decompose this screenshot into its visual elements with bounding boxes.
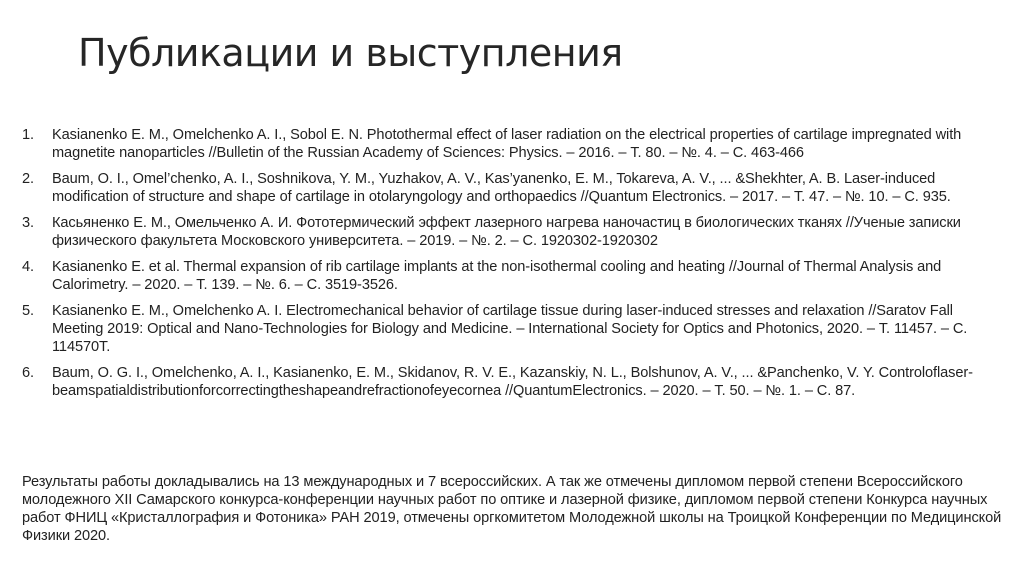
summary-paragraph: Результаты работы докладывались на 13 международных и 7 всероссийских. А так же отмечены дипломом первой степени Всероссийского молодежного XII Самарского конкурса-конференции научных работ по оптике и лазерной физике, дипломом первой степени Конкурса научных работ ФНИЦ «Кристаллография и Фотоника» РАН 2019, отмечены оргкомитетом Молодежной школы на Троицкой Конференции по Медицинской Физики 2020. <box>22 474 1002 544</box>
publication-number: 1. <box>22 127 34 143</box>
publication-number: 2. <box>22 171 34 187</box>
publication-number: 5. <box>22 303 34 319</box>
publication-item <box>22 258 1002 294</box>
publication-item <box>22 126 1002 162</box>
publication-item <box>22 170 1002 206</box>
publication-text: Baum, O. I., Omel’chenko, A. I., Soshnikova, Y. M., Yuzhakov, A. V., Kas’yanenko, E. M., Tokareva, A. V., ... &Shekhter, A. B. Laser-induced modification of structure and shape of cartilage in otolaryngology and orthopaedics //Quantum Electronics. – 2017. – Т. 47. – №. 10. – С. 935. <box>52 171 951 205</box>
publication-number: 6. <box>22 365 34 381</box>
publication-number: 4. <box>22 259 34 275</box>
slide-title: Публикации и выступления <box>78 31 623 75</box>
publication-text: Kasianenko E. M., Omelchenko A. I. Electromechanical behavior of cartilage tissue during laser-induced stresses and relaxation //Saratov Fall Meeting 2019: Optical and Nano-Technologies for Biology and Medicine. – International Society for Optics and Photonics, 2020. – Т. 11457. – С. 114570Т. <box>52 303 968 355</box>
publication-item <box>22 214 1002 250</box>
publication-text: Касьяненко Е. М., Омельченко А. И. Фототермический эффект лазерного нагрева наночастиц в биологических тканях //Ученые записки физического факультета Московского университета. – 2019. – №. 2. – С. 1920302-1920302 <box>52 215 961 249</box>
publication-item <box>22 302 1002 356</box>
publication-text: Baum, O. G. I., Omelchenko, A. I., Kasianenko, E. M., Skidanov, R. V. E., Kazanskiy, N. L., Bolshunov, A. V., ... &Panchenko, V. Y. Controloflaser-beamspatialdistributionforcorrectingtheshapeandrefractionofeyecornea //QuantumElectronics. – 2020. – Т. 50. – №. 1. – С. 87. <box>52 365 973 399</box>
publication-item <box>22 364 1002 400</box>
publication-text: Kasianenko E. M., Omelchenko A. I., Sobol E. N. Photothermal effect of laser radiation on the electrical properties of cartilage impregnated with magnetite nanoparticles //Bulletin of the Russian Academy of Sciences: Physics. – 2016. – Т. 80. – №. 4. – С. 463-466 <box>52 127 962 161</box>
publication-number: 3. <box>22 215 34 231</box>
publications-list <box>22 126 1002 408</box>
publication-text: Kasianenko E. et al. Thermal expansion of rib cartilage implants at the non-isothermal cooling and heating //Journal of Thermal Analysis and Calorimetry. – 2020. – Т. 139. – №. 6. – С. 3519-3526. <box>52 259 942 293</box>
